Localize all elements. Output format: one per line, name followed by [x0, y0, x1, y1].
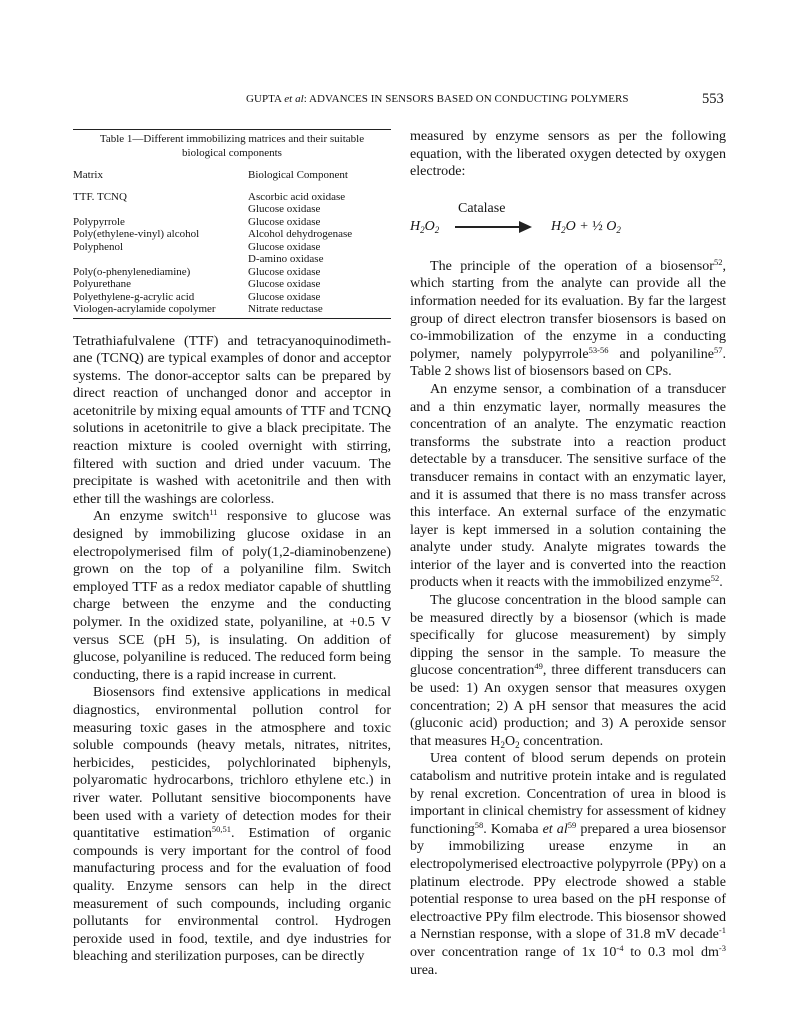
table-caption — [73, 133, 391, 160]
paragraph-continuation: measured by enzyme sensors as per the following equation, with the liberated oxygen detected by oxygen electrode: — [410, 128, 726, 180]
text-run: . Table 2 shows list of biosensors based on CPs. — [410, 345, 726, 380]
text-run: Urea content of blood serum depends on protein catabolism and nutritive protein intake and is regulated by renal excretion. Concentration of urea in blood is important in clinical chemistry for assessment of kidney functioning — [410, 750, 726, 837]
citation-ref: 49 — [534, 661, 543, 672]
subscript: 2 — [420, 224, 425, 235]
table-cell: Glucose oxidase — [248, 215, 321, 228]
text-run: An enzyme sensor, a combination of a transducer and a thin enzymatic layer, normally measures the concentration of an analyte. The enzymatic reaction transforms the substrate into a reaction product detectable by a transducer. The sensitive surface of the transducer remains in contact with an enzymatic layer, and it is assumed that there is no mass transfer across this interface. An external surface of the enzymatic layer is kept immersed in a solution containing the analyte under study. Analyte migrates towards the interior of the layer and is converted into the reaction products when it reacts with the immobilized enzyme — [410, 380, 726, 591]
table-row — [73, 203, 391, 216]
table-row — [73, 253, 391, 266]
table-body — [73, 191, 391, 316]
table-cell: Glucose oxidase — [248, 265, 321, 278]
running-header — [0, 93, 791, 113]
table-bottom-rule — [73, 318, 391, 319]
table-cell: Polypyrrole — [73, 215, 125, 228]
running-title-authors: GUPTA — [246, 93, 285, 105]
text-run: responsive to glucose was designed by immobilizing glucose oxidase in an electropolymerised film of poly(1,2-diaminobenzene) grown on the top of a polyaniline film. Switch employed TTF as a redox mediator capable of shuttling charge between the enzyme and the conducting polymer. In the oxidized state, polyaniline, at +0.5 V versus SCE (pH 5), is insulating. On addition of glucose, polyaniline is reduced. The reduced form being conducting, there is a rapid increase in current. — [73, 508, 392, 683]
table-cell: Polyethylene-g-acrylic acid — [73, 290, 195, 303]
citation-ref: 11 — [209, 507, 218, 518]
paragraph-enzyme-sensor — [410, 381, 726, 592]
table-cell: D-amino oxidase — [248, 253, 324, 265]
exponent: -1 — [718, 925, 726, 936]
citation-ref: 53-56 — [588, 344, 609, 355]
subscript: 2 — [434, 224, 440, 235]
citation-ref: 58 — [474, 819, 484, 830]
table-cell: Glucose oxidase — [248, 278, 321, 290]
page-number: 553 — [702, 91, 724, 107]
table-cell: Alcohol dehydrogenase — [248, 228, 353, 240]
text-run: O + — [565, 218, 593, 234]
equation-products — [551, 218, 621, 236]
table-cell: Nitrate reductase — [248, 303, 323, 315]
text-run: , three different transducers can be used: 1) An oxygen sensor that measures oxygen concentration; 2) A pH sensor that measures the acid (gluconic acid) production; and 3) A peroxide sensor that measures H — [410, 662, 726, 749]
text-run: . Estimation of organic compounds is very important for the control of food manufacturing process and for the evaluation of food quality. Enzyme sensors can help in the direct measurement of such compounds, including organic pollutants for environmental control. Hydrogen peroxide used in food, textile, and dye industries for bleaching and sterilization purposes, can be directly — [73, 825, 391, 965]
text-run: An enzyme switch — [93, 508, 210, 525]
table-cell: Glucose oxidase — [248, 240, 321, 253]
arrowhead-icon — [519, 221, 532, 233]
table-row — [73, 191, 391, 204]
left-column — [73, 128, 391, 966]
text-run: The glucose concentration in the blood sample can be measured directly by a biosensor (which is made specifically for glucose measurement) by simply dipping the sensor in the sample. To measure the glucose concentration — [410, 592, 726, 679]
text-run-italic: et al — [542, 820, 568, 837]
reaction-arrow-icon — [455, 226, 524, 228]
paragraph-biosensor-principle — [410, 258, 726, 381]
exponent: -4 — [616, 942, 624, 953]
text-run: , which starting from the analyte can provide all the information needed for its evaluation. By far the largest group of direct electron transfer biosensors is based on co-immobilization of the enzyme in a conducting polymer, namely polypyrrole — [410, 257, 726, 362]
text-run: prepared a urea biosensor by immobilizing urease enzyme in an electropolymerised electroactive polypyrrole (PPy) on a platinum electrode. PPy electrode showed a stable potential response to urea based on the pH response of electroactive PPy film electrode. This biosensor showed a Nernstian response, with a slope of 31.8 mV decade — [410, 820, 726, 943]
table-header-component: Biological Component — [248, 169, 348, 181]
text-run: H — [410, 218, 421, 234]
table-cell: TTF. TCNQ — [73, 190, 127, 203]
paragraph-ttf-tcnq: Tetrathiafulvalene (TTF) and tetracyanoquinodimeth-ane (TCNQ) are typical examples of donor and acceptor systems. The donor-acceptor salts can be prepared by direct reaction of unchanged donor and acceptor in acetonitrile by mixing equal amounts of TTF and TCNQ solutions in acetonitrile to give a black precipitate. The reaction mixture is cooled overnight with stirring, filtered with suction and dried under vacuum. The precipitate is washed with acetonitrile and then with ether till the washings are colorless. — [73, 332, 391, 507]
citation-ref: 59 — [567, 819, 577, 830]
table-cell: Poly(ethylene-vinyl) alcohol — [73, 228, 200, 240]
paragraph-urea — [410, 750, 726, 979]
table-row — [73, 228, 391, 241]
text-run: . — [719, 574, 723, 591]
running-title-etal: et al — [284, 93, 304, 105]
subscript: 2 — [561, 224, 566, 235]
table-row — [73, 216, 391, 229]
table-1 — [73, 129, 391, 319]
table-header-row — [73, 169, 391, 182]
table-cell: Polyurethane — [73, 278, 132, 290]
text-run: The principle of the operation of a biosensor — [430, 257, 714, 274]
subscript: 2 — [616, 224, 621, 235]
text-run: urea. — [410, 961, 438, 978]
table-caption-line: biological components — [182, 146, 282, 159]
right-column — [410, 128, 726, 979]
text-run: to 0.3 mol dm — [623, 943, 719, 960]
equation-reactant — [410, 218, 439, 236]
text-run: O — [424, 218, 435, 234]
table-row — [73, 291, 391, 304]
text-run: Biosensors find extensive applications in medical diagnostics, environmental pollution control for measuring toxic gases in the atmosphere and toxic soluble compounds (heavy metals, nitrates, nitrites, herbicides, pesticides, polychlorinated biphenyls, polyaromatic hydrocarbons, trichloro ethylene etc.) in river water. Pollutant sensitive biocomponents have been used with a variety of detection modes for their quantitative estimation — [73, 684, 391, 842]
text-run: O — [505, 732, 516, 749]
catalase-equation — [410, 194, 726, 250]
citation-ref: 50,51 — [211, 824, 231, 835]
table-caption-line: Table 1—Different immobilizing matrices and their suitable — [99, 133, 365, 145]
table-cell: Viologen-acrylamide copolymer — [73, 303, 216, 315]
table-row — [73, 266, 391, 279]
text-run: H — [551, 218, 562, 234]
citation-ref: 52 — [713, 256, 723, 267]
paragraph-enzyme-switch — [73, 508, 391, 684]
citation-ref: 52 — [710, 573, 720, 584]
subscript: 2 — [515, 739, 520, 750]
running-title — [246, 93, 629, 105]
table-cell — [73, 253, 248, 266]
text-run: . Komaba — [483, 820, 543, 837]
text-run: concentration. — [519, 732, 604, 749]
table-cell: Ascorbic acid oxidase — [248, 190, 346, 203]
paragraph-biosensor-applications — [73, 684, 391, 966]
citation-ref: 57 — [713, 344, 723, 355]
paragraph-glucose — [410, 592, 726, 750]
text-run: over concentration range of 1x 10 — [410, 943, 617, 960]
table-cell — [73, 203, 248, 216]
table-row — [73, 303, 391, 316]
equation-catalyst-label: Catalase — [458, 200, 506, 216]
running-title-text: : ADVANCES IN SENSORS BASED ON CONDUCTING POLYMERS — [303, 93, 629, 105]
fraction-half: ½ — [592, 218, 603, 234]
exponent: -3 — [718, 942, 726, 953]
table-cell: Poly(o-phenylenediamine) — [73, 265, 191, 278]
table-top-rule — [73, 129, 391, 130]
subscript: 2 — [500, 739, 505, 750]
table-row — [73, 278, 391, 291]
table-header-matrix: Matrix — [73, 169, 103, 181]
text-run: O — [602, 218, 617, 234]
table-cell: Polyphenol — [73, 240, 124, 253]
table-cell: Glucose oxidase — [248, 203, 321, 215]
table-cell: Glucose oxidase — [248, 290, 321, 303]
text-run: and polyaniline — [608, 345, 714, 362]
table-row — [73, 241, 391, 254]
